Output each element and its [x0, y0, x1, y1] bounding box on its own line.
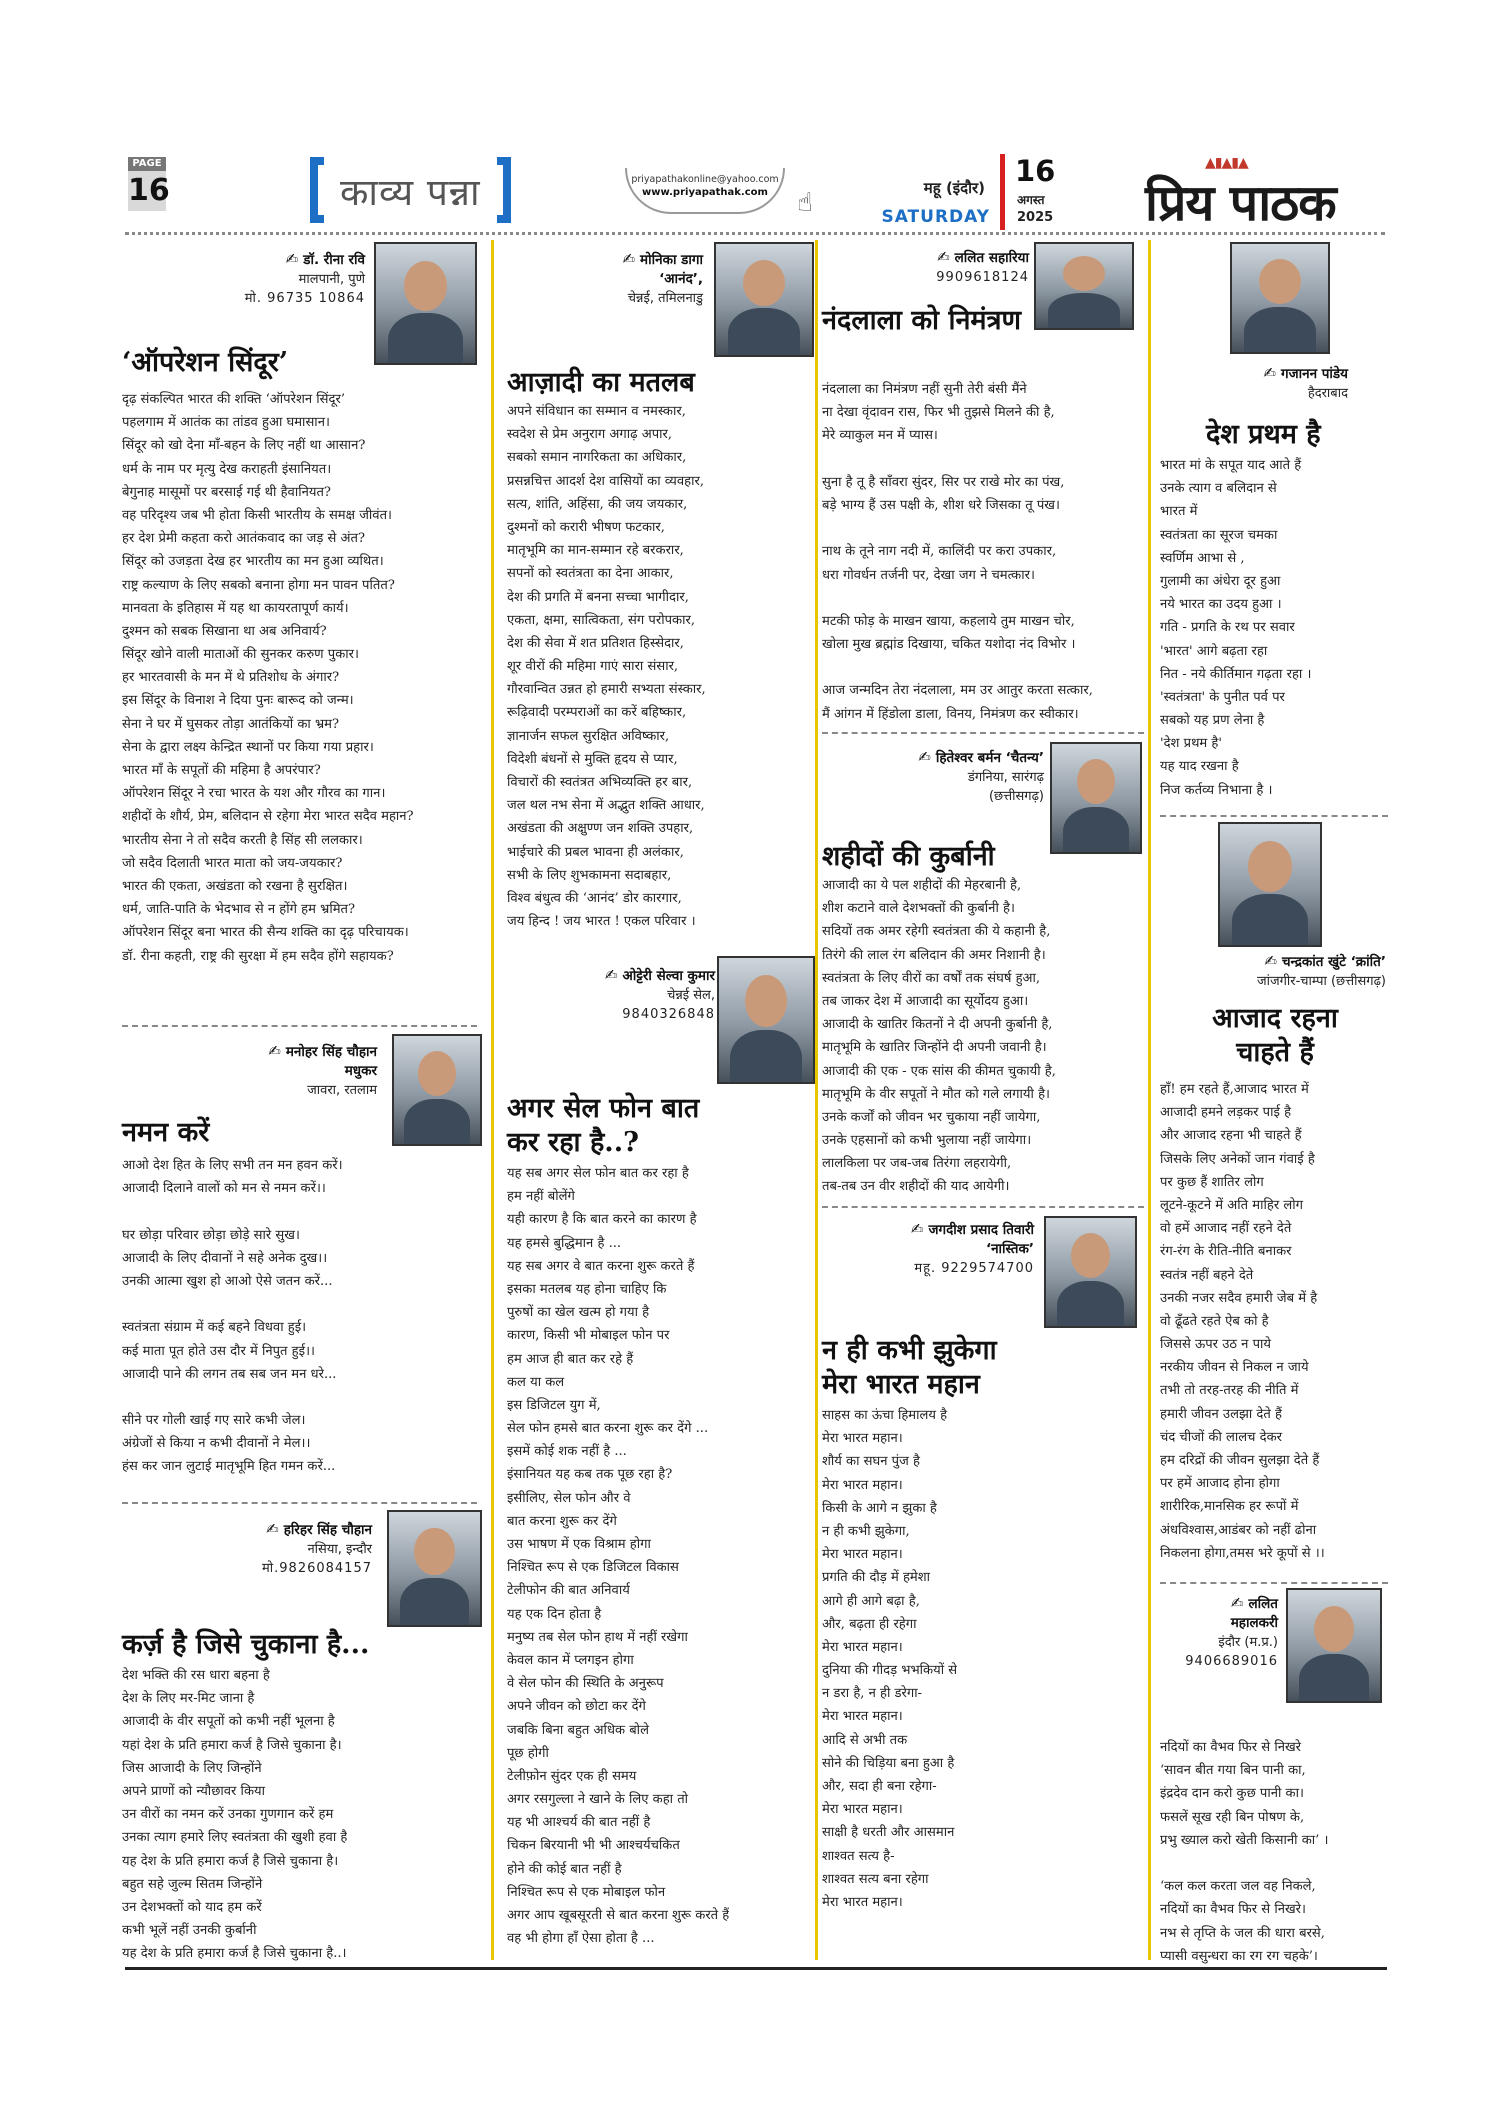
date-year: 2025: [1017, 210, 1054, 225]
author-photo: [387, 1510, 482, 1627]
pen-icon: ✍: [285, 250, 299, 268]
author-place: चेन्नई, तमिलनाडु: [627, 291, 703, 306]
author-place: जावरा, रतलाम: [307, 1083, 377, 1098]
pen-icon: ✍: [622, 250, 636, 268]
pen-icon: ✍: [937, 248, 950, 266]
masthead: [125, 150, 1385, 230]
author-photo: [714, 242, 814, 357]
poem-body: नंदलाला का निमंत्रण नहीं सुनी तेरी बंसी मैंने ना देखा वृंदावन रास, फिर भी तुझसे मिलने की है, मेरे व्याकुल मन में प्यास। सुना है तू है साँवरा सुंदर, सिर पर राखे मोर का पंख, बड़े भाग्य हैं उस पक्षी के, शीश धरे जिसका तू पंख। नाथ के तूने नाग नदी में, कालिंदी पर करा उपकार, धरा गोवर्धन तर्जनी पर, देखा जग ने चमत्कार। मटकी फोड़ के माखन खाया, कहलाये तुम माखन चोर, खोला मुख ब्रह्मांड दिखाया, चकित यशोदा नंद विभोर । आज जन्मदिन तेरा नंदलाला, मम उर आतुर करता सत्कार, मैं आंगन में हिंडोला डाला, विनय, निमंत्रण कर स्वीकार।: [822, 382, 1093, 722]
poem-title: देश प्रथम है: [1206, 419, 1321, 450]
pen-icon: ✍: [604, 966, 618, 984]
author-photo: [717, 956, 815, 1084]
author-state: (छत्तीसगढ़): [988, 789, 1044, 804]
poem-separator: [822, 1206, 1144, 1208]
byline: [268, 1042, 377, 1100]
byline: [1257, 952, 1386, 991]
author-name: ✍ मोनिका डागा: [622, 250, 703, 268]
poem-title: नंदलाला को निमंत्रण: [822, 305, 1021, 336]
website-text: www.priyapathak.com: [642, 187, 768, 198]
date-block: [870, 154, 1105, 230]
poem-separator: [1160, 815, 1388, 817]
author-name: ✍ चन्द्रकांत खुंटे ‘क्रांति’: [1264, 952, 1386, 970]
weekday: SATURDAY: [881, 207, 990, 227]
author-photo: [1286, 1588, 1382, 1703]
poem-body: नदियों का वैभव फिर से निखरे ‘सावन बीत गया बिन पानी का, इंद्रदेव दान करो कुछ पानी का। फसलें सूख रही बिन पोषण के, प्रभु ख्याल करो खेती किसानी का’ । ‘कल कल करता जल वह निकले, नदियों का वैभव फिर से निखरे। नभ से तृप्ति के जल की धारा बरसे, प्यासी वसुन्धरा का रग रग चहके’।: [1160, 1740, 1329, 1964]
author-place: डंगनिया, सारंगढ़: [967, 770, 1044, 785]
paper-name: प्रिय पाठक: [1145, 173, 1336, 232]
email-text: priyapathakonline@yahoo.com: [631, 174, 779, 185]
masthead-rule: [125, 232, 1385, 235]
author-place: इंदौर (म.प्र.): [1218, 1635, 1278, 1650]
pen-icon: ✍: [268, 1042, 281, 1060]
author-photo: [1034, 242, 1134, 330]
poem-title: आजाद रहना चाहते हैं: [1212, 1003, 1338, 1068]
pen-icon: ✍: [1263, 364, 1276, 382]
poem-title: कर्ज़ है जिसे चुकाना है...: [122, 1629, 370, 1660]
pen-icon: ✍: [1230, 1594, 1244, 1612]
poem-body: भारत मां के सपूत याद आते हैं उनके त्याग व बलिदान से भारत में स्वतंत्रता का सूरज चमका स्वर्णिम आभा से , गुलामी का अंधेरा दूर हुआ नये भारत का उदय हुआ । गति - प्रगति के रथ पर सवार 'भारत' आगे बढ़ता रहा नित - नये कीर्तिमान गढ़ता रहा । 'स्वतंत्रता' के पुनीत पर्व पर सबको यह प्रण लेना है 'देश प्रथम है' यह याद रखना है निज कर्तव्य निभाना है ।: [1160, 458, 1312, 798]
author-name: ✍ ललित सहारिया: [937, 248, 1029, 266]
poem-title: शहीदों की कुर्बानी: [822, 841, 995, 872]
byline: [262, 1520, 372, 1578]
section-name: काव्य पन्ना: [340, 170, 481, 214]
contact-block: [620, 168, 790, 218]
author-photo: [1218, 822, 1322, 947]
poem-body: देश भक्ति की रस धारा बहना है देश के लिए मर-मिट जाना है आजादी के वीर सपूतों को कभी नहीं भूलना है यहां देश के प्रति हमारा कर्ज है जिसे चुकाना है। जिस आजादी के लिए जिन्होंने अपने प्राणों को न्यौछावर किया उन वीरों का नमन करें उनका गुणगान करें हम उनका त्याग हमारे लिए स्वतंत्रता की खुशी हवा है यह देश के प्रति हमारा कर्ज है जिसे चुकाना है। बहुत सहे जुल्म सितम जिन्होंने उन देशभक्तों को याद हम करें कभी भूलें नहीं उनकी कुर्बानी यह देश के प्रति हमारा कर्ज है जिसे चुकाना है..।: [122, 1668, 348, 1962]
byline: [1185, 1594, 1278, 1671]
poem-body: हाँ! हम रहते हैं,आजाद भारत में आजादी हमने लड़कर पाई है और आजाद रहना भी चाहते हैं जिसके लिए अनेकों जान गंवाई है पर कुछ हैं शातिर लोग लूटने-कूटने में अति माहिर लोग वो हमें आजाद नहीं रहने देते रंग-रंग के रीति-नीति बनाकर स्वतंत्र नहीं बहने देते उनकी नजर सदैव हमारी जेब में है वो ढूँढते रहते ऐब को है जिससे ऊपर उठ न पाये नरकीय जीवन से निकल न जाये तभी तो तरह-तरह की नीति में हमारी जीवन उलझा देते हैं चंद चीजों की लालच देकर हम दरिद्रों की जीवन सुलझा देते हैं पर हमें आजाद होना होगा शारीरिक,मानसिक हर रूपों में अंधविश्वास,आडंबर को नहीं ढोना निकलना होगा,तमस भरे कूपों से ।।: [1160, 1082, 1325, 1561]
poem-body: आओ देश हित के लिए सभी तन मन हवन करें। आजादी दिलाने वालों को मन से नमन करें।। घर छोड़ा परिवार छोड़ा छोड़े सारे सुख। आजादी के लिए दीवानों ने सहे अनेक दुख।। उनकी आत्मा खुश हो आओ ऐसे जतन करें... स्वतंत्रता संग्राम में कई बहने विधवा हुई। कई माता पूत होते उस दौर में निपुत हुई।। आजादी पाने की लगन तब सब जन मन धरे... सीने पर गोली खाई गए सारे कभी जेल। अंग्रेजों से किया न कभी दीवानों ने मेल।। हंस कर जान लुटाई मातृभूमि हित गमन करें...: [122, 1158, 343, 1475]
pen-icon: ✍: [910, 1220, 924, 1238]
paper-logo: [1145, 155, 1385, 232]
byline: [911, 1220, 1034, 1278]
poem-separator: [122, 1502, 477, 1504]
byline: [1263, 364, 1348, 403]
author-phone: 9406689016: [1185, 1654, 1278, 1669]
bracket-left: [310, 157, 324, 223]
author-name: ✍ ललित: [1230, 1594, 1278, 1612]
author-phone: मो. 96735 10864: [244, 291, 365, 306]
author-name: ✍ जगदीश प्रसाद तिवारी: [910, 1220, 1034, 1238]
section-title: [310, 156, 511, 224]
author-phone: 9909618124: [936, 270, 1029, 285]
byline: [605, 966, 715, 1024]
author-place: जांजगीर-चाम्पा (छत्तीसगढ़): [1256, 974, 1386, 989]
poem-body: आजादी का ये पल शहीदों की मेहरबानी है, शीश कटाने वाले देशभक्तों की कुर्बानी है। सदियों तक अमर रहेगी स्वतंत्रता की ये कहानी है, तिरंगे की लाल रंग बलिदान की अमर निशानी है। स्वतंत्रता के लिए वीरों का वर्षों तक संघर्ष हुआ, तब जाकर देश में आजादी का सूर्योदय हुआ। आजादी के खातिर कितनों ने दी अपनी कुर्बानी है, मातृभूमि के खातिर जिन्होंने दी अपनी जवानी है। आजादी की एक - एक सांस की कीमत चुकायी है, मातृभूमि के वीर सपूतों ने मौत को गले लगायी है। उनके कर्जों को जीवन भर चुकाया नहीं जायेगा, उनके एहसानों को कभी भुलाया नहीं जायेगा। लालकिला पर जब-जब तिरंगा लहरायेगी, तब-तब उन वीर शहीदों की याद आयेगी।: [822, 878, 1056, 1195]
author-phone: मो.9826084157: [262, 1561, 372, 1576]
poem-title: नमन करें: [122, 1117, 210, 1148]
author-surname: महालकरी: [1230, 1615, 1278, 1631]
column-rule: [491, 240, 494, 1960]
author-pen-name: ‘नास्तिक’: [985, 1241, 1034, 1257]
poem-title: ‘ऑपरेशन सिंदूर’: [122, 347, 289, 378]
poem-body: साहस का ऊंचा हिमालय है मेरा भारत महान। शौर्य का सघन पुंज है मेरा भारत महान। किसी के आगे न झुका है न ही कभी झुकेगा, मेरा भारत महान। प्रगति की दौड़ में हमेशा आगे ही आगे बढ़ा है, और, बढ़ता ही रहेगा मेरा भारत महान। दुनिया की गीदड़ भभकियों से न डरा है, न ही डरेगा- मेरा भारत महान। आदि से अभी तक सोने की चिड़िया बना हुआ है और, सदा ही बना रहेगा- मेरा भारत महान। साक्षी है धरती और आसमान शाश्वत सत्य है- शाश्वत सत्य बना रहेगा मेरा भारत महान।: [822, 1408, 958, 1910]
author-photo: [1044, 1216, 1137, 1328]
author-place: नसिया, इन्दौर: [307, 1542, 372, 1557]
author-place: चेन्नई सेल,: [667, 988, 715, 1003]
pen-icon: ✍: [918, 748, 931, 766]
pen-icon: ✍: [266, 1520, 279, 1538]
page-number: 16: [128, 171, 166, 211]
author-name: ✍ मनोहर सिंह चौहान: [268, 1042, 377, 1060]
page-number-box: [128, 157, 170, 211]
poem-title: न ही कभी झुकेगा मेरा भारत महान: [822, 1335, 997, 1400]
column-rule: [1148, 240, 1151, 1960]
poem-title: अगर सेल फोन बात कर रहा है..?: [507, 1093, 700, 1158]
edition-city: महू (इंदौर): [923, 179, 985, 197]
page-label: PAGE: [128, 157, 166, 171]
author-pen-name: मधुकर: [344, 1063, 377, 1079]
date-day: 16: [1015, 154, 1056, 188]
byline: [245, 250, 365, 308]
author-name: ✍ डॉ. रीना रवि: [285, 250, 365, 268]
bracket-right: [497, 157, 511, 223]
poem-separator: [822, 732, 1144, 734]
poem-title: आज़ादी का मतलब: [507, 367, 695, 398]
byline: [936, 248, 1029, 287]
pointing-hand-icon: ☝: [797, 188, 813, 218]
contact-arc: [625, 168, 785, 214]
author-photo: [1230, 242, 1330, 354]
author-photo: [392, 1034, 482, 1146]
author-phone: 9840326848: [622, 1007, 715, 1022]
poem-body: दृढ़ संकल्पित भारत की शक्ति ‘ऑपरेशन सिंदूर’ पहलगाम में आतंक का तांडव हुआ घमासान। सिंदूर को खो देना माँ-बहन के लिए नहीं था आसान? धर्म के नाम पर मृत्यु देख कराहती इंसानियत। बेगुनाह मासूमों पर बरसाई गई थी हैवानियत? वह परिदृश्य जब भी होता किसी भारतीय के समक्ष जीवंत। हर देश प्रेमी कहता करो आतंकवाद का जड़ से अंत? सिंदूर को उजड़ता देख हर भारतीय का मन हुआ व्यथित। राष्ट्र कल्याण के लिए सबको बनाना होगा मन पावन पतित? मानवता के इतिहास में यह था कायरतापूर्ण कार्य। दुश्मन को सबक सिखाना था अब अनिवार्य? सिंदूर खोने वाली माताओं की सुनकर करुण पुकार। हर भारतवासी के मन में थे प्रतिशोध के अंगार? इस सिंदूर के विनाश ने दिया पुनः बारूद को जन्म। सेना ने घर में घुसकर तोड़ा आतंकियों का भ्रम? सेना के द्वारा लक्ष्य केन्द्रित स्थानों पर किया गया प्रहार। भारत माँ के सपूतों की महिमा है अपरंपार? ऑपरेशन सिंदूर ने रचा भारत के यश और गौरव का गान। शहीदों के शौर्य, प्रेम, बलिदान से रहेगा मेरा भारत सदैव महान? भारतीय सेना ने तो सदैव करती है सिंह सी ललकार। जो सदैव दिलाती भारत माता को जय-जयकार? भारत की एकता, अखंडता को रखना है सुरक्षित। धर्म, जाति-पाति के भेदभाव से न होंगे हम भ्रमित? ऑपरेशन सिंदूर बना भारत की सैन्य शक्ति का दृढ़ परिचायक। डॉ. रीना कहती, राष्ट्र की सुरक्षा में हम सदैव होंगे सहायक?: [122, 392, 414, 964]
author-name: ✍ हरिहर सिंह चौहान: [266, 1520, 372, 1538]
date-month: अगस्त: [1017, 193, 1045, 207]
poem-body: अपने संविधान का सम्मान व नमस्कार, स्वदेश से प्रेम अनुराग अगाढ़ अपार, सबको समान नागरिकता का अधिकार, प्रसन्नचित्त आदर्श देश वासियों का व्यवहार, सत्य, शांति, अहिंसा, की जय जयकार, दुश्मनों को करारी भीषण फटकार, मातृभूमि का मान-सम्मान रहे बरकरार, सपनों को स्वतंत्रता का देना आकार, देश की प्रगति में बनना सच्चा भागीदार, एकता, क्षमा, सात्विकता, संग परोपकार, देश की सेवा में शत प्रतिशत हिस्सेदार, शूर वीरों की महिमा गाएं सारा संसार, गौरवान्वित उन्नत हो हमारी सभ्यता संस्कार, रूढ़िवादी परम्पराओं का करें बहिष्कार, ज्ञानार्जन सफल सुरक्षित अविष्कार, विदेशी बंधनों से मुक्ति हृदय से प्यार, विचारों की स्वतंत्रत अभिव्यक्ति हर बार, जल थल नभ सेना में अद्भुत शक्ति आधार, अखंडता की अक्षुण्ण जन शक्ति उपहार, भाईचारे की प्रबल भावना ही अलंकार, सभी के लिए शुभकामना सदाबहार, विश्व बंधुत्व की ‘आनंद’ डोर कारगार, जय हिन्द ! जय भारत ! एकल परिवार ।: [507, 404, 706, 930]
poem-separator: [122, 1025, 477, 1027]
author-photo: [374, 242, 477, 365]
author-name: ✍ ओट्टेरी सेल्वा कुमार: [604, 966, 715, 984]
column-4: [1160, 240, 1388, 1964]
author-name-line2: मालपानी, पुणे: [298, 272, 365, 287]
author-name: ✍ गजानन पांडेय: [1263, 364, 1348, 382]
byline: [622, 250, 703, 308]
poem-separator: [1160, 1582, 1388, 1584]
column-rule: [815, 240, 818, 1960]
page-bottom-rule: [125, 1967, 1387, 1970]
pen-icon: ✍: [1264, 952, 1277, 970]
byline: [918, 748, 1044, 806]
column-1: [122, 240, 477, 1960]
skyline-icon: ▲▮▲▮▲: [1205, 155, 1248, 171]
column-3: [822, 240, 1144, 1960]
author-photo: [1050, 742, 1142, 854]
date-divider: [1000, 154, 1005, 230]
author-pen-name: ‘आनंद’,: [659, 271, 703, 287]
column-2: [507, 240, 815, 1960]
poem-body: यह सब अगर सेल फोन बात कर रहा है हम नहीं बोलेंगे यही कारण है कि बात करने का कारण है यह हमसे बुद्धिमान है ... यह सब अगर वे बात करना शुरू करते हैं इसका मतलब यह होना चाहिए कि पुरुषों का खेल खत्म हो गया है कारण, किसी भी मोबाइल फोन पर हम आज ही बात कर रहे हैं कल या कल इस डिजिटल युग में, सेल फोन हमसे बात करना शुरू कर देंगे ... इसमें कोई शक नहीं है ... इंसानियत यह कब तक पूछ रहा है? इसीलिए, सेल फोन और वे बात करना शुरू कर देंगे उस भाषण में एक विश्राम होगा निश्चित रूप से एक डिजिटल विकास टेलीफोन की बात अनिवार्य यह एक दिन होता है मनुष्य तब सेल फोन हाथ में नहीं रखेगा केवल कान में प्लगइन होगा वे सेल फोन की स्थिति के अनुरूप अपने जीवन को छोटा कर देंगे जबकि बिना बहुत अधिक बोले पूछ होगी टेलीफ़ोन सुंदर एक ही समय अगर रसगुल्ला ने खाने के लिए कहा तो यह भी आश्चर्य की बात नहीं है चिकन बिरयानी भी भी आश्चर्यचकित होने की कोई बात नहीं है निश्चित रूप से एक मोबाइल फोन अगर आप खूबसूरती से बात करना शुरू करते हैं वह भी होगा हाँ ऐसा होता है ...: [507, 1166, 730, 1947]
author-place: हैदराबाद: [1307, 386, 1348, 401]
author-name: ✍ हितेश्वर बर्मन ‘चैतन्य’: [918, 748, 1044, 766]
author-phone: महू. 9229574700: [914, 1261, 1034, 1276]
